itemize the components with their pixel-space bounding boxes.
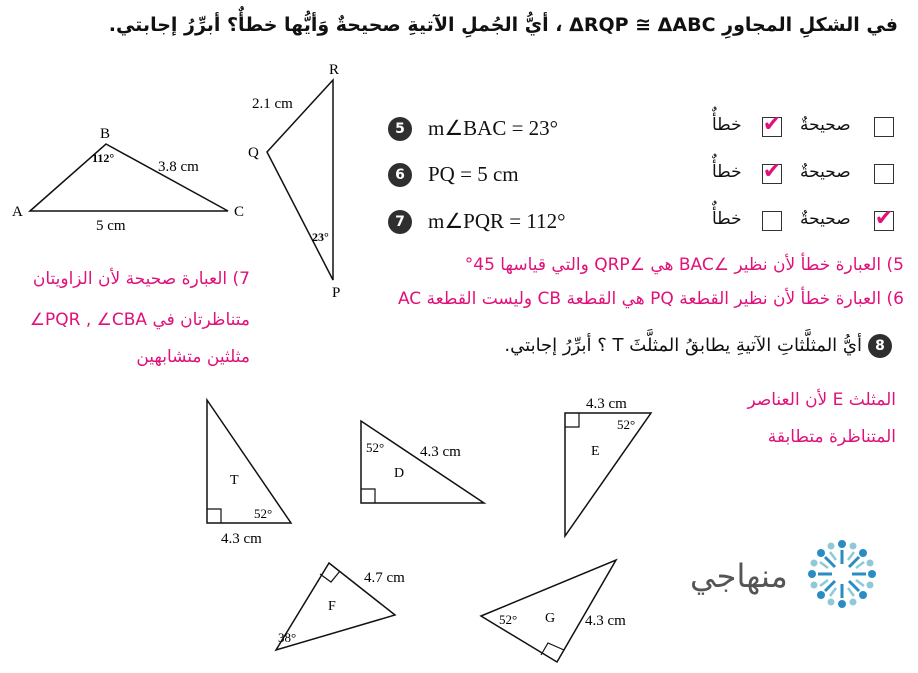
side-ac-label: 5 cm [96,218,126,234]
statement-6-false-label: خطأٌ [712,162,742,182]
answer-8-line-1: المثلث E لأن العناصر [747,390,896,410]
triangle-d-figure [350,415,500,515]
statement-7-number: 7 [388,210,412,234]
statement-7-expr: m∠PQR = 112° [428,209,566,233]
triangle-g-label: G [545,611,556,626]
triangle-e-figure [555,392,665,542]
side-qr-label: 2.1 cm [252,96,293,112]
triangle-e-shape [565,413,651,536]
angle-b-label: 112° [92,151,115,165]
manhaji-flower-icon [802,534,882,614]
statement-5-false-label: خطأٌ [712,115,742,135]
statement-6-false-checkbox[interactable] [762,159,782,184]
vertex-a-label: A [12,204,23,220]
triangle-g-right-angle [541,643,564,655]
triangle-f-figure [270,555,430,655]
answer-8-line-2: المتناظرة متطابقة [767,427,896,447]
statement-6-true-label: صحيحةٌ [800,162,851,182]
answer-7-line-3: مثلثين متشابهين [136,347,250,367]
statement-7-false-checkbox[interactable] [762,211,782,231]
statement-6-true-checkbox[interactable] [874,164,894,184]
triangle-g-angle: 52° [499,612,518,627]
triangle-t-label: T [230,473,239,488]
triangle-d-side: 4.3 cm [420,444,461,460]
triangle-abc-figure [0,110,260,240]
triangle-t-side: 4.3 cm [221,531,262,547]
triangle-t-figure [190,390,310,550]
vertex-p-label: P [332,285,341,301]
vertex-b-label: B [100,126,111,142]
answer-5: 5) العبارة خطأ لأن نظير ∠BAC هي ∠QRP والتي قياسها 45° [464,255,904,275]
triangle-abc-shape [30,144,228,211]
triangle-rqp-figure [240,58,360,308]
triangle-f-side: 4.7 cm [364,570,405,586]
triangle-d-label: D [394,466,405,481]
answer-7-line-1: 7) العبارة صحيحة لأن الزاويتان [32,269,250,289]
triangle-f-angle: 38° [278,630,297,645]
statement-6-number: 6 [388,163,412,187]
statement-6-false-check: ✔ [762,159,782,184]
triangle-t-angle: 52° [254,506,273,521]
statement-7-false-label: خطأٌ [712,209,742,229]
triangle-e-right-angle [565,413,579,427]
answer-7-line-2: ∠PQR , ∠CBA متناظرتان في [29,310,250,330]
triangle-d-shape [361,421,484,503]
triangle-e-label: E [591,444,600,459]
triangle-e-side: 4.3 cm [586,396,627,412]
triangle-f-label: F [328,599,336,614]
statement-7-true-checkbox[interactable] [874,206,894,231]
statement-5-true-checkbox[interactable] [874,117,894,137]
side-bc-label: 3.8 cm [158,159,199,175]
triangle-t-right-angle [207,509,221,523]
vertex-q-label: Q [248,145,259,161]
statement-7-true-label: صحيحةٌ [800,209,851,229]
triangle-d-angle: 52° [366,440,385,455]
angle-p-label: 23° [312,230,329,244]
question-header: في الشكلِ المجاورِ ΔRQP ≅ ΔABC ، أيُّ الجُملِ الآتيةِ صحيحةٌ وَأيُّها خطأٌ؟ أبرِّرُ إجابتي. [108,14,898,36]
triangle-d-right-angle [361,489,375,503]
triangle-g-figure [475,555,645,665]
question-8-text: أيُّ المثلَّثاتِ الآتيةِ يطابقُ المثلَّثَ T ؟ أبرِّرُ إجابتي. [504,335,862,356]
triangle-g-side: 4.3 cm [585,613,626,629]
statement-5-number: 5 [388,117,412,141]
vertex-c-label: C [234,204,245,220]
answer-6: 6) العبارة خطأ لأن نظير القطعة PQ هي القطعة CB وليست القطعة AC [397,289,904,309]
statement-5-true-label: صحيحةٌ [800,115,851,135]
logo-text: منهاجي [690,557,788,595]
vertex-r-label: R [329,62,340,78]
statement-5-false-check: ✔ [762,112,782,137]
triangle-t-shape [207,400,291,523]
statement-5-false-checkbox[interactable] [762,112,782,137]
statement-6-expr: PQ = 5 cm [428,162,519,186]
statement-5-expr: m∠BAC = 23° [428,116,559,140]
question-8-number: 8 [868,334,892,358]
triangle-e-angle: 52° [617,417,636,432]
statement-7-true-check: ✔ [874,206,894,231]
